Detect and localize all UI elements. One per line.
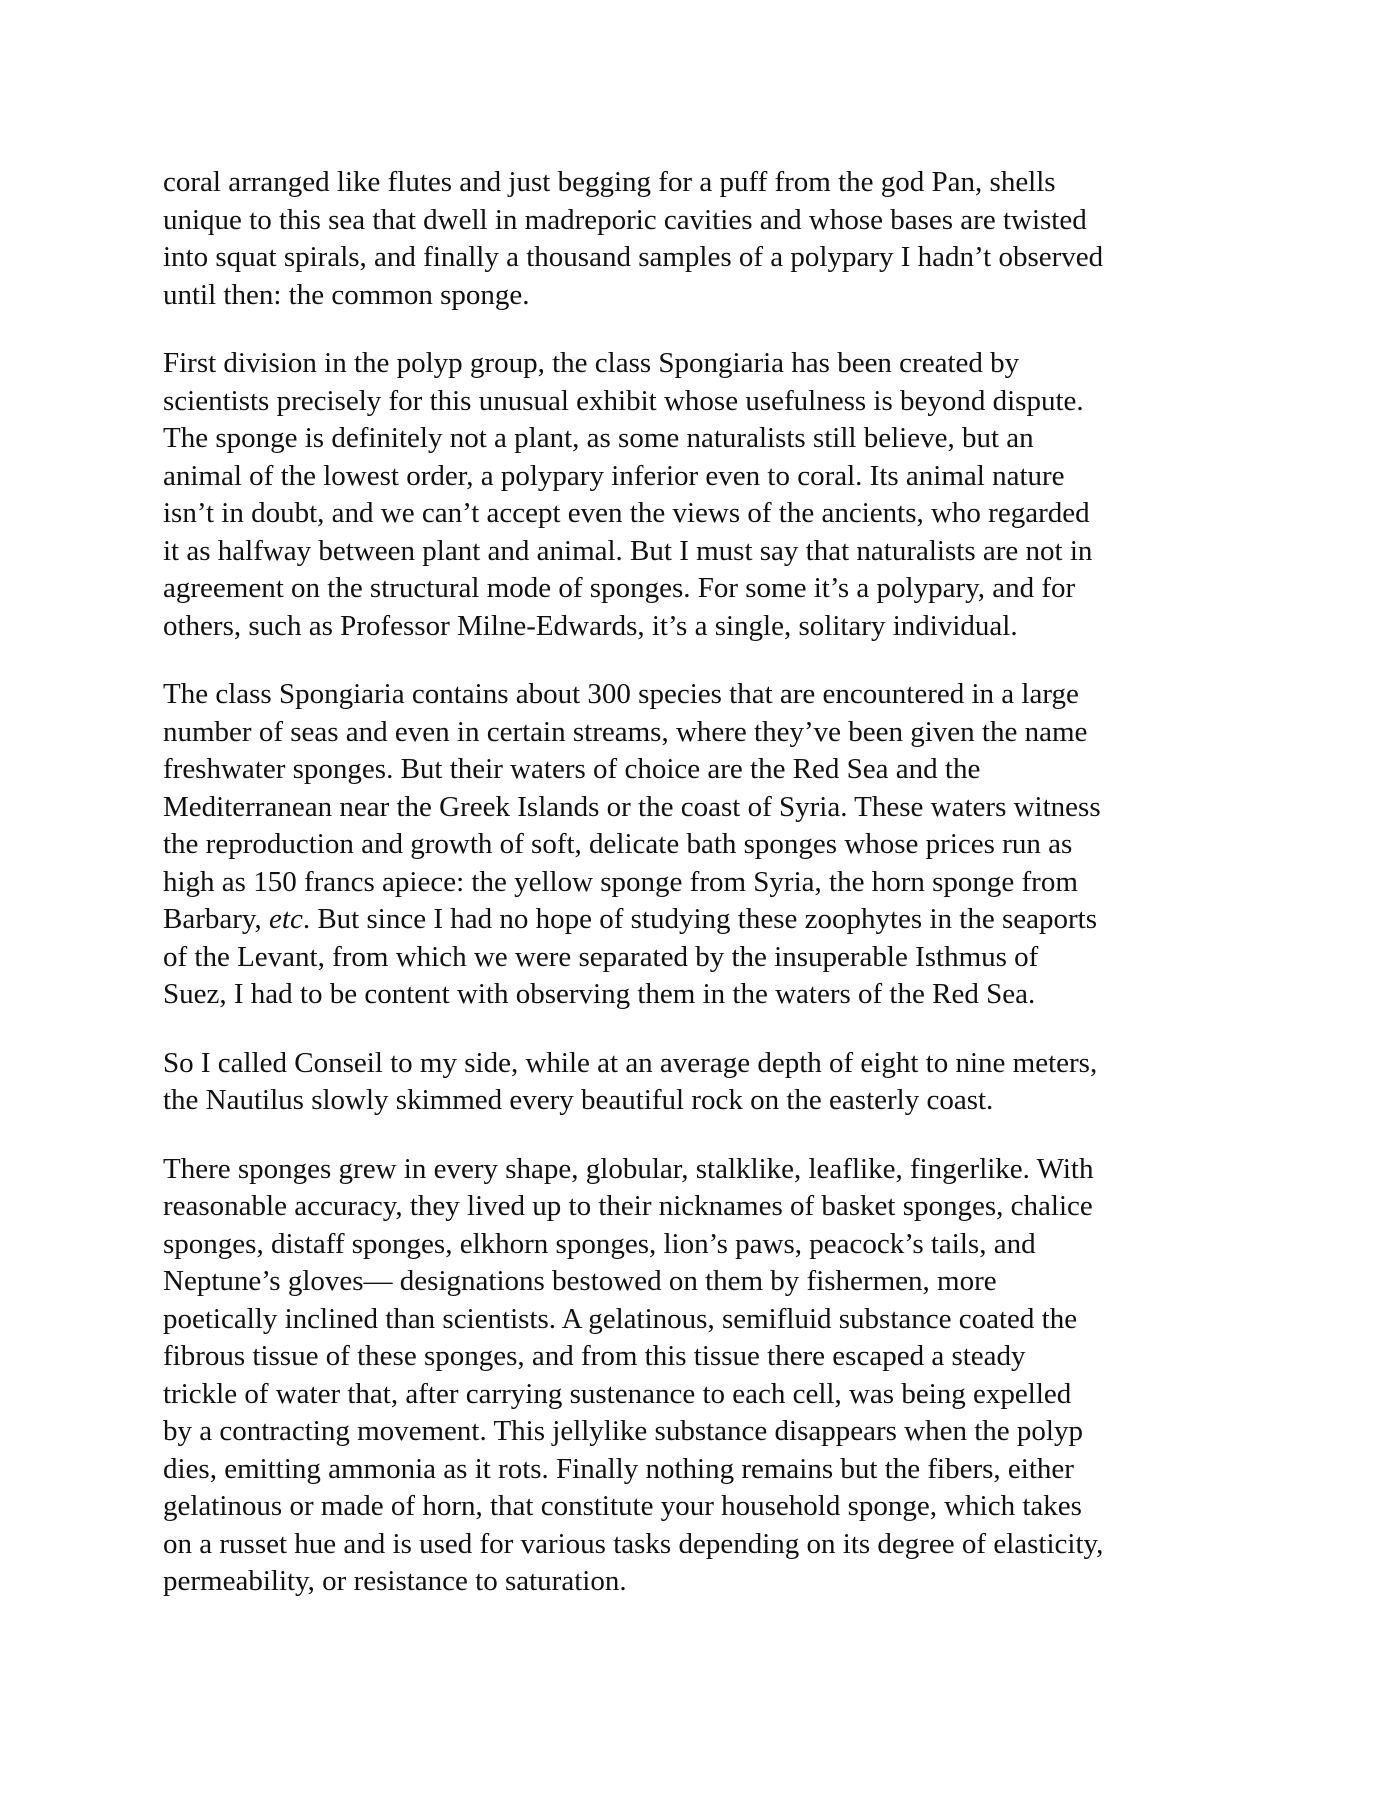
text-line: Mediterranean near the Greek Islands or the coast of Syria. These waters witness [163, 790, 1101, 823]
text-line: it as halfway between plant and animal. But I must say that naturalists are not in [163, 534, 1093, 567]
text-line: high as 150 francs apiece: the yellow sponge from Syria, the horn sponge from [163, 865, 1078, 898]
paragraph-4 [163, 1045, 1233, 1120]
body-text [163, 164, 1233, 1632]
text-line [163, 901, 1233, 939]
text-line: reasonable accuracy, they lived up to their nicknames of basket sponges, chalice [163, 1190, 1093, 1222]
text-line: isn’t in doubt, and we can’t accept even the views of the ancients, who regarded [163, 497, 1090, 529]
text-line: The class Spongiaria contains about 300 species that are encountered in a large [163, 678, 1079, 710]
text-fragment: Barbary, [163, 903, 270, 935]
text-line: until then: the common sponge. [163, 278, 530, 311]
text-line: on a russet hue and is used for various tasks depending on its degree of elasticity, [163, 1527, 1104, 1560]
paragraph-5 [163, 1151, 1233, 1601]
text-line: sponges, distaff sponges, elkhorn sponges, lion’s paws, peacock’s tails, and [163, 1227, 1036, 1260]
text-fragment: . But since I had no hope of studying these zoophytes in the seaports [302, 903, 1097, 935]
text-line: Neptune’s gloves— designations bestowed on them by fishermen, more [163, 1265, 997, 1297]
text-line: unique to this sea that dwell in madreporic cavities and whose bases are twisted [163, 203, 1087, 236]
text-line: the reproduction and growth of soft, delicate bath sponges whose prices run as [163, 828, 1073, 860]
paragraph-2 [163, 345, 1233, 645]
text-line: dies, emitting ammonia as it rots. Finally nothing remains but the fibers, either [163, 1452, 1074, 1485]
text-line: by a contracting movement. This jellylike substance disappears when the polyp [163, 1415, 1083, 1447]
paragraph-1 [163, 164, 1233, 314]
text-line: fibrous tissue of these sponges, and from this tissue there escaped a steady [163, 1340, 1026, 1372]
text-line: poetically inclined than scientists. A gelatinous, semifluid substance coated the [163, 1302, 1078, 1335]
text-line: So I called Conseil to my side, while at an average depth of eight to nine meters, [163, 1046, 1098, 1079]
text-line: into squat spirals, and finally a thousand samples of a polypary I hadn’t observed [163, 241, 1104, 273]
text-line: Suez, I had to be content with observing them in the waters of the Red Sea. [163, 978, 1036, 1010]
text-line: of the Levant, from which we were separated by the insuperable Isthmus of [163, 940, 1039, 973]
text-line: coral arranged like flutes and just begging for a puff from the god Pan, shells [163, 166, 1056, 198]
text-line: others, such as Professor Milne-Edwards, it’s a single, solitary individual. [163, 609, 1018, 642]
text-line: gelatinous or made of horn, that constitute your household sponge, which takes [163, 1490, 1082, 1522]
text-line: trickle of water that, after carrying sustenance to each cell, was being expelled [163, 1377, 1072, 1410]
text-line: permeability, or resistance to saturation. [163, 1565, 627, 1597]
text-line: First division in the polyp group, the class Spongiaria has been created by [163, 347, 1020, 379]
text-line: freshwater sponges. But their waters of choice are the Red Sea and the [163, 753, 981, 785]
text-line: number of seas and even in certain streams, where they’ve been given the name [163, 715, 1088, 748]
text-line: agreement on the structural mode of sponges. For some it’s a polypary, and for [163, 572, 1076, 604]
text-line: The sponge is definitely not a plant, as some naturalists still believe, but an [163, 422, 1034, 454]
italic-text: etc [269, 903, 303, 935]
text-line: animal of the lowest order, a polypary inferior even to coral. Its animal nature [163, 459, 1065, 492]
text-line: the Nautilus slowly skimmed every beautiful rock on the easterly coast. [163, 1084, 994, 1116]
paragraph-3 [163, 676, 1233, 1014]
text-line: There sponges grew in every shape, globular, stalklike, leaflike, fingerlike. With [163, 1152, 1094, 1185]
text-line: scientists precisely for this unusual exhibit whose usefulness is beyond dispute. [163, 384, 1084, 417]
